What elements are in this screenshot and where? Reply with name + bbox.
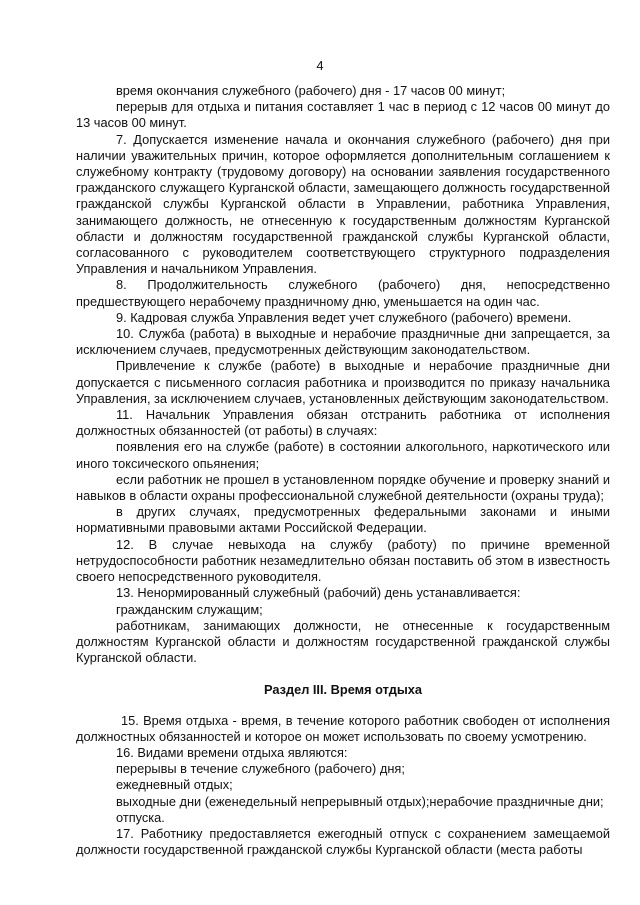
paragraph: отпуска. [116, 809, 165, 825]
paragraph: работникам, занимающих должности, не отнесенные к государственным должностям Курганской области и должностям государственной гражданской службы Курганской области. [76, 617, 610, 666]
paragraph: 8. Продолжительность служебного (рабочего) дня, непосредственно предшествующего нерабочему праздничному дню, уменьшается на один час. [76, 277, 610, 309]
paragraph: 15. Время отдыха - время, в течение которого работник свободен от исполнения должностных обязанностей и которое он может использовать по своему усмотрению. [76, 712, 610, 744]
paragraph: 10. Служба (работа) в выходные и нерабочие праздничные дни запрещается, за исключением случаев, предусмотренных действующим законодательством. [76, 326, 610, 358]
paragraph: перерыв для отдыха и питания составляет 1 час в период с 12 часов 00 минут до 13 часов 00 минут. [76, 99, 610, 131]
document-body [76, 83, 610, 858]
paragraph: 13. Ненормированный служебный (рабочий) день устанавливается: [116, 585, 521, 601]
paragraph: 7. Допускается изменение начала и окончания служебного (рабочего) дня при наличии уважительных причин, которое оформляется дополнительным соглашением к служебному контракту (трудовому договору) на основании заявления государственного гражданского служащего Курганской области, замещающего должность государственной гражданской службы Курганской области в Управлении, работника Управления, занимающего должность, не отнесенную к государственным должностям Курганской области и должностям государственной гражданской службы Курганской области, согласованного с руководителем соответствующего структурного подразделения Управления и начальником Управления. [76, 131, 610, 277]
paragraph: ежедневный отдых; [116, 777, 233, 793]
paragraph: перерывы в течение служебного (рабочего) дня; [116, 761, 405, 777]
paragraph: 12. В случае невыхода на службу (работу) по причине временной нетрудоспособности работник незамедлительно обязан поставить об этом в известность своего непосредственного руководителя. [76, 536, 610, 585]
page-number: 4 [316, 58, 324, 73]
section-title: Раздел III. Время отдыха [263, 682, 423, 698]
paragraph: 9. Кадровая служба Управления ведет учет служебного (рабочего) времени. [116, 309, 572, 325]
paragraph: в других случаях, предусмотренных федеральными законами и иными нормативными правовыми актами Российской Федерации. [76, 504, 610, 536]
paragraph: Привлечение к службе (работе) в выходные и нерабочие праздничные дни допускается с письменного согласия работника и производится по приказу начальника Управления, за исключением случаев, установленных действующим законодательством. [76, 358, 610, 406]
paragraph: 17. Работнику предоставляется ежегодный отпуск с сохранением замещаемой должности государственной гражданской службы Курганской области (места работы [76, 825, 610, 858]
paragraph: появления его на службе (работе) в состоянии алкогольного, наркотического или иного токсического опьянения; [76, 439, 610, 471]
paragraph: 11. Начальник Управления обязан отстранить работника от исполнения должностных обязанностей (от работы) в случаях: [76, 407, 610, 439]
paragraph: гражданским служащим; [116, 601, 263, 617]
paragraph: время окончания служебного (рабочего) дня - 17 часов 00 минут; [116, 83, 506, 98]
paragraph: если работник не прошел в установленном порядке обучение и проверку знаний и навыков в области охраны профессиональной служебной деятельности (охраны труда); [76, 471, 610, 504]
paragraph: 16. Видами времени отдыха являются: [116, 744, 348, 760]
paragraph: выходные дни (еженедельный непрерывный отдых);нерабочие праздничные дни; [116, 793, 604, 809]
